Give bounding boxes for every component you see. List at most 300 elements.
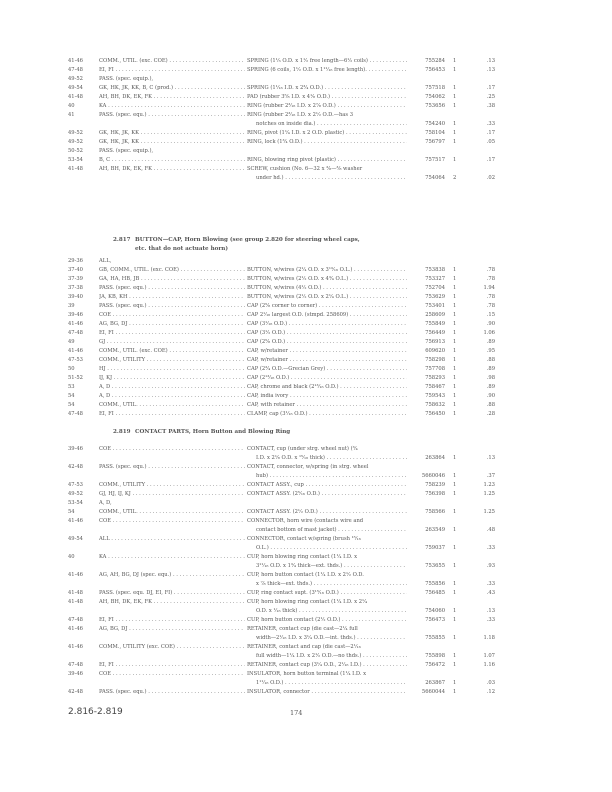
leader-dots bbox=[352, 267, 407, 273]
application bbox=[99, 66, 245, 75]
quantity: 1 bbox=[453, 67, 457, 73]
quantity: 1 bbox=[453, 85, 457, 91]
model-years: 49 bbox=[68, 339, 75, 345]
application bbox=[99, 374, 245, 383]
price: .88 bbox=[486, 402, 495, 408]
price: .33 bbox=[486, 581, 495, 587]
quantity: 1 bbox=[453, 393, 457, 399]
quantity: 1 bbox=[453, 321, 457, 327]
part-description bbox=[247, 338, 407, 347]
part-description-text: CONNECTOR, contact w/spring (brush ¹⁵⁄₁₆ bbox=[247, 536, 361, 542]
part-description-text: 1¹¹⁄₁₆ O.D.) bbox=[256, 680, 284, 686]
part-description bbox=[256, 580, 407, 589]
price: .90 bbox=[486, 321, 495, 327]
section-heading bbox=[113, 236, 360, 245]
leader-dots bbox=[105, 339, 245, 345]
model-years: 47-53 bbox=[68, 357, 83, 363]
application bbox=[99, 616, 245, 625]
application bbox=[99, 257, 245, 266]
application-text: AH, BH, DK, EK, FK bbox=[99, 94, 152, 100]
application bbox=[99, 266, 245, 275]
model-years: 47-48 bbox=[68, 411, 83, 417]
part-number: 753838 bbox=[425, 267, 445, 273]
quantity: 1 bbox=[453, 482, 457, 488]
parts-row bbox=[0, 257, 612, 266]
leader-dots bbox=[145, 482, 245, 488]
application-text: PASS. (spec. equip.), bbox=[99, 76, 154, 82]
part-description bbox=[247, 670, 407, 679]
leader-dots bbox=[111, 518, 245, 524]
part-number: 756450 bbox=[425, 411, 445, 417]
leader-dots bbox=[114, 617, 245, 623]
application bbox=[99, 625, 245, 634]
part-description bbox=[247, 138, 407, 147]
section-title: CONTACT PARTS, Horn Button and Blowing Ring bbox=[135, 429, 291, 435]
leader-dots bbox=[340, 617, 407, 623]
price: .95 bbox=[486, 348, 495, 354]
part-description-text: CUP, horn blowing ring contact (1¹⁄₄ I.D. x bbox=[247, 554, 358, 560]
leader-dots bbox=[339, 590, 407, 596]
leader-dots bbox=[111, 312, 245, 318]
leader-dots bbox=[145, 357, 245, 363]
part-description-text: BUTTON, w/wires (2¹⁄₂ O.D. x 2¹⁄₄ O.L.) bbox=[247, 294, 349, 300]
model-years: 29-36 bbox=[68, 258, 83, 264]
application bbox=[99, 401, 245, 410]
part-number: 754240 bbox=[425, 121, 445, 127]
parts-row bbox=[0, 293, 612, 302]
price: .38 bbox=[486, 103, 495, 109]
model-years: 40 bbox=[68, 103, 75, 109]
leader-dots bbox=[348, 312, 407, 318]
model-years: 41-46 bbox=[68, 644, 83, 650]
part-number: 753327 bbox=[425, 276, 445, 282]
leader-dots bbox=[302, 139, 407, 145]
parts-row bbox=[0, 329, 612, 338]
leader-dots bbox=[323, 85, 407, 91]
leader-dots bbox=[337, 527, 407, 533]
model-years: 40 bbox=[68, 554, 75, 560]
model-years: 47-48 bbox=[68, 662, 83, 668]
leader-dots bbox=[283, 680, 407, 686]
application bbox=[99, 347, 245, 356]
quantity: 1 bbox=[453, 662, 457, 668]
part-description bbox=[247, 625, 407, 634]
leader-dots bbox=[284, 175, 407, 181]
application bbox=[99, 517, 245, 526]
leader-dots bbox=[106, 103, 245, 109]
parts-row bbox=[0, 338, 612, 347]
application-text: EI, FI bbox=[99, 67, 114, 73]
model-years: 49-52 bbox=[68, 130, 83, 136]
price: .78 bbox=[486, 294, 495, 300]
application bbox=[99, 156, 245, 165]
application-text: COE bbox=[99, 446, 112, 452]
parts-row bbox=[0, 643, 612, 661]
model-years: 41-46 bbox=[68, 626, 83, 632]
quantity: 1 bbox=[453, 545, 457, 551]
price: .90 bbox=[486, 393, 495, 399]
part-description bbox=[247, 643, 407, 652]
leader-dots bbox=[152, 599, 245, 605]
part-description-text: x ⁷⁄₈ thick—ext. thds.) bbox=[256, 581, 313, 587]
parts-row bbox=[0, 57, 612, 66]
price: 1.18 bbox=[483, 635, 495, 641]
part-number: 758293 bbox=[425, 375, 445, 381]
part-description bbox=[247, 688, 407, 697]
leader-dots bbox=[288, 348, 407, 354]
quantity: 1 bbox=[453, 285, 457, 291]
part-description-text: CAP (2⁵⁄₈ O.D.) bbox=[247, 339, 286, 345]
application bbox=[99, 571, 245, 580]
leader-dots bbox=[168, 58, 245, 64]
price: .28 bbox=[486, 411, 495, 417]
model-years: 50 bbox=[68, 366, 75, 372]
application bbox=[99, 293, 245, 302]
application bbox=[99, 688, 245, 697]
part-number: 756473 bbox=[425, 617, 445, 623]
application-text: A, D bbox=[99, 384, 111, 390]
leader-dots bbox=[110, 384, 245, 390]
leader-dots bbox=[320, 491, 407, 497]
part-description-text: width—2¹⁄₁₆ I.D. x 3¹⁄₄ O.D.—int. thds.) bbox=[256, 635, 356, 641]
leader-dots bbox=[127, 626, 245, 632]
application bbox=[99, 75, 245, 84]
section-number: 2.817 bbox=[113, 237, 131, 243]
model-years: 54 bbox=[68, 402, 75, 408]
leader-dots bbox=[317, 303, 407, 309]
application-text: EI, FI bbox=[99, 662, 114, 668]
part-description-text: RETAINER, contact cup (die cast—2¹⁄₄ full bbox=[247, 626, 358, 632]
model-years: 53-54 bbox=[68, 157, 83, 163]
footer-group-range: 2.816-2.819 bbox=[68, 707, 123, 717]
model-years: 53 bbox=[68, 384, 75, 390]
application-text: COMM., UTIL. bbox=[99, 402, 138, 408]
quantity: 1 bbox=[453, 103, 457, 109]
leader-dots bbox=[362, 662, 407, 668]
leader-dots bbox=[111, 671, 245, 677]
part-number: 754062 bbox=[425, 94, 445, 100]
price: 1.25 bbox=[483, 509, 495, 515]
application-text: PASS. (spec. equ.) bbox=[99, 464, 147, 470]
parts-row bbox=[0, 490, 612, 499]
leader-dots bbox=[111, 446, 245, 452]
part-description bbox=[256, 652, 407, 661]
application-text: HJ bbox=[99, 366, 106, 372]
model-years: 37-39 bbox=[68, 276, 83, 282]
price: .78 bbox=[486, 267, 495, 273]
leader-dots bbox=[128, 294, 245, 300]
part-description bbox=[247, 275, 407, 284]
leader-dots bbox=[139, 139, 245, 145]
part-description bbox=[256, 120, 407, 129]
model-years: 54 bbox=[68, 509, 75, 515]
part-description-text: I.D. x 2¹⁄₈ O.D. x ¹⁵⁄₁₆ thick) bbox=[256, 455, 325, 461]
application-text: JA, KB, KH bbox=[99, 294, 128, 300]
application bbox=[99, 320, 245, 329]
part-description bbox=[256, 562, 407, 571]
leader-dots bbox=[330, 94, 407, 100]
parts-row bbox=[0, 129, 612, 138]
parts-row bbox=[0, 138, 612, 147]
application bbox=[99, 284, 245, 293]
model-years: 41-46 bbox=[68, 348, 83, 354]
part-number: 5660044 bbox=[421, 689, 445, 695]
quantity: 1 bbox=[453, 455, 457, 461]
part-description bbox=[256, 472, 407, 481]
part-description-text: CAP 2¹⁄₁₆ largest O.D. (stmpd. 258609) bbox=[247, 312, 349, 318]
leader-dots bbox=[336, 103, 407, 109]
leader-dots bbox=[147, 303, 245, 309]
quantity: 1 bbox=[453, 680, 457, 686]
price: .89 bbox=[486, 366, 495, 372]
model-years: 54 bbox=[68, 393, 75, 399]
leader-dots bbox=[175, 644, 245, 650]
part-description-text: CONTACT ASSY. (2⁵⁄₁₆ O.D.) bbox=[247, 491, 320, 497]
parts-row bbox=[0, 374, 612, 383]
part-description bbox=[256, 454, 407, 463]
part-description-text: SPRING (1¹⁄₃ O.D. x 1¹⁄₂ free length—6¹⁄₂ coils) bbox=[247, 58, 368, 64]
part-description-text: CAP, w/retainer bbox=[247, 348, 288, 354]
parts-row bbox=[0, 284, 612, 293]
model-years: 41-46 bbox=[68, 58, 83, 64]
parts-row bbox=[0, 320, 612, 329]
model-years: 41-48 bbox=[68, 590, 83, 596]
quantity: 1 bbox=[453, 339, 457, 345]
model-years: 49-52 bbox=[68, 491, 83, 497]
part-number: 263867 bbox=[425, 680, 445, 686]
part-description bbox=[247, 401, 407, 410]
part-description bbox=[247, 517, 407, 526]
application bbox=[99, 356, 245, 365]
quantity: 1 bbox=[453, 384, 457, 390]
part-number: 5660046 bbox=[421, 473, 445, 479]
leader-dots bbox=[295, 402, 407, 408]
leader-dots bbox=[288, 357, 407, 363]
part-description bbox=[247, 445, 407, 454]
parts-row bbox=[0, 661, 612, 670]
part-number: 757708 bbox=[425, 366, 445, 372]
part-number: 609620 bbox=[425, 348, 445, 354]
application-text: ALL bbox=[99, 536, 110, 542]
application bbox=[99, 643, 245, 652]
leader-dots bbox=[312, 581, 407, 587]
model-years: 41 bbox=[68, 112, 75, 118]
price: 1.07 bbox=[483, 653, 495, 659]
part-description bbox=[247, 311, 407, 320]
part-number: 758104 bbox=[425, 130, 445, 136]
leader-dots bbox=[268, 473, 407, 479]
application-text: EI, FI bbox=[99, 617, 114, 623]
section-title: BUTTON—CAP, Horn Blowing (see group 2.820 for steering wheel caps, bbox=[135, 237, 360, 243]
application bbox=[99, 275, 245, 284]
price: .93 bbox=[486, 563, 495, 569]
model-years: 37-38 bbox=[68, 285, 83, 291]
application-text: EI, FI bbox=[99, 330, 114, 336]
leader-dots bbox=[325, 366, 407, 372]
model-years: 49-52 bbox=[68, 139, 83, 145]
part-number: 758566 bbox=[425, 509, 445, 515]
part-description bbox=[256, 679, 407, 688]
part-number: 757518 bbox=[425, 85, 445, 91]
application-text: PASS. (spec. equip.), bbox=[99, 148, 154, 154]
leader-dots bbox=[285, 330, 407, 336]
leader-dots bbox=[127, 321, 245, 327]
parts-row bbox=[0, 445, 612, 463]
price: 1.06 bbox=[483, 330, 495, 336]
part-description bbox=[256, 526, 407, 535]
model-years: 41-48 bbox=[68, 94, 83, 100]
quantity: 1 bbox=[453, 689, 457, 695]
part-description bbox=[256, 544, 407, 553]
part-description bbox=[247, 111, 407, 120]
parts-row bbox=[0, 84, 612, 93]
application-text: EI, FI bbox=[99, 411, 114, 417]
quantity: 1 bbox=[453, 590, 457, 596]
price: .48 bbox=[486, 527, 495, 533]
price: .98 bbox=[486, 375, 495, 381]
application-text: GB, COMM., UTIL. (exc. COE) bbox=[99, 267, 179, 273]
price: .33 bbox=[486, 545, 495, 551]
part-description bbox=[247, 320, 407, 329]
application bbox=[99, 147, 245, 156]
application bbox=[99, 661, 245, 670]
model-years: 50-52 bbox=[68, 148, 83, 154]
leader-dots bbox=[318, 509, 407, 515]
application bbox=[99, 84, 245, 93]
part-description-text: BUTTON, w/wires (4¹⁄₂ O.D.) bbox=[247, 285, 322, 291]
part-description bbox=[247, 165, 407, 174]
quantity: 1 bbox=[453, 94, 457, 100]
parts-row bbox=[0, 670, 612, 688]
application-text: AH, BH, DK, EK, FK bbox=[99, 599, 152, 605]
part-number: 263864 bbox=[425, 455, 445, 461]
application bbox=[99, 383, 245, 392]
leader-dots bbox=[336, 157, 407, 163]
part-number: 258609 bbox=[425, 312, 445, 318]
part-description-text: O.L.) bbox=[256, 545, 269, 551]
quantity: 1 bbox=[453, 563, 457, 569]
model-years: 49-54 bbox=[68, 85, 83, 91]
section-number: 2.819 bbox=[113, 429, 131, 435]
price: .88 bbox=[486, 357, 495, 363]
parts-row bbox=[0, 463, 612, 481]
price: .43 bbox=[486, 590, 495, 596]
leader-dots bbox=[131, 491, 245, 497]
parts-row bbox=[0, 311, 612, 320]
part-description bbox=[247, 156, 407, 165]
leader-dots bbox=[325, 455, 407, 461]
price: .89 bbox=[486, 339, 495, 345]
quantity: 1 bbox=[453, 267, 457, 273]
parts-row bbox=[0, 571, 612, 589]
part-description-text: contact bottom of mast jacket) bbox=[256, 527, 337, 533]
price: .78 bbox=[486, 276, 495, 282]
model-years: 41-46 bbox=[68, 518, 83, 524]
part-description bbox=[247, 129, 407, 138]
part-description bbox=[247, 481, 407, 490]
application bbox=[99, 93, 245, 102]
leader-dots bbox=[304, 482, 407, 488]
leader-dots bbox=[285, 339, 407, 345]
application-text: PASS. (spec. equ.) bbox=[99, 285, 147, 291]
part-description bbox=[247, 293, 407, 302]
part-number: 756485 bbox=[425, 590, 445, 596]
part-description-text: CAP (2³⁄₄ O.D.—Grecian Grey) bbox=[247, 366, 326, 372]
application bbox=[99, 311, 245, 320]
part-description-text: 3¹¹⁄₁₆ O.D. x 1³⁄₄ thick—ext. thds.) bbox=[256, 563, 343, 569]
application bbox=[99, 410, 245, 419]
leader-dots bbox=[289, 375, 407, 381]
application-text: A, D bbox=[99, 393, 111, 399]
part-description bbox=[247, 383, 407, 392]
quantity: 1 bbox=[453, 276, 457, 282]
section-title-continued: etc. that do not actuate horn) bbox=[135, 246, 229, 252]
model-years: 41-48 bbox=[68, 166, 83, 172]
application-text: AH, BH, DK, EK, FK bbox=[99, 166, 152, 172]
application bbox=[99, 598, 245, 607]
part-description-text: PAD (rubber 3⁵⁄₈ I.D. x 4¹⁄₈ O.D.) bbox=[247, 94, 330, 100]
part-description bbox=[247, 347, 407, 356]
part-description bbox=[247, 598, 407, 607]
leader-dots bbox=[348, 294, 407, 300]
parts-row bbox=[0, 365, 612, 374]
price: .15 bbox=[486, 312, 495, 318]
application bbox=[99, 102, 245, 111]
part-description bbox=[247, 535, 407, 544]
model-years: 47-48 bbox=[68, 330, 83, 336]
model-years: 49-52 bbox=[68, 76, 83, 82]
part-description-text: CONNECTOR, horn wire (contacts wire and bbox=[247, 518, 364, 524]
parts-row bbox=[0, 598, 612, 616]
quantity: 1 bbox=[453, 130, 457, 136]
part-number: 758467 bbox=[425, 384, 445, 390]
application-text: COMM., UTILITY bbox=[99, 357, 146, 363]
quantity: 1 bbox=[453, 617, 457, 623]
application bbox=[99, 111, 245, 120]
part-description-text: CONTACT, connector, w/spring (in strg. wheel bbox=[247, 464, 369, 470]
part-description bbox=[247, 463, 407, 472]
parts-row bbox=[0, 499, 612, 508]
model-years: 53-54 bbox=[68, 500, 83, 506]
parts-row bbox=[0, 589, 612, 598]
application-text: COMM., UTIL. bbox=[99, 509, 138, 515]
part-description bbox=[247, 571, 407, 580]
part-description bbox=[247, 392, 407, 401]
application-text: PASS. (spec. equ.) bbox=[99, 303, 147, 309]
price: .12 bbox=[486, 689, 495, 695]
application-text: COE bbox=[99, 312, 112, 318]
model-years: 39-46 bbox=[68, 446, 83, 452]
leader-dots bbox=[342, 563, 407, 569]
leader-dots bbox=[138, 402, 245, 408]
part-description bbox=[247, 490, 407, 499]
application-text: IJ, KJ bbox=[99, 375, 113, 381]
part-description-text: SPRING (6 coils, 1¹⁄₂ O.D. x 1¹¹⁄₁₆ free length). bbox=[247, 67, 367, 73]
price: .03 bbox=[486, 680, 495, 686]
leader-dots bbox=[179, 267, 245, 273]
price: .13 bbox=[486, 455, 495, 461]
application bbox=[99, 553, 245, 562]
leader-dots bbox=[114, 67, 245, 73]
model-years: 51-52 bbox=[68, 375, 83, 381]
parts-row bbox=[0, 75, 612, 84]
part-description-text: CAP (2⁵⁄₈ corner to corner) bbox=[247, 303, 318, 309]
part-description-text: SPRING (1¹⁄₁₆ I.D. x 2³⁄₄ O.D.) bbox=[247, 85, 324, 91]
quantity: 1 bbox=[453, 303, 457, 309]
parts-row bbox=[0, 147, 612, 156]
price: .02 bbox=[486, 175, 495, 181]
application bbox=[99, 499, 245, 508]
